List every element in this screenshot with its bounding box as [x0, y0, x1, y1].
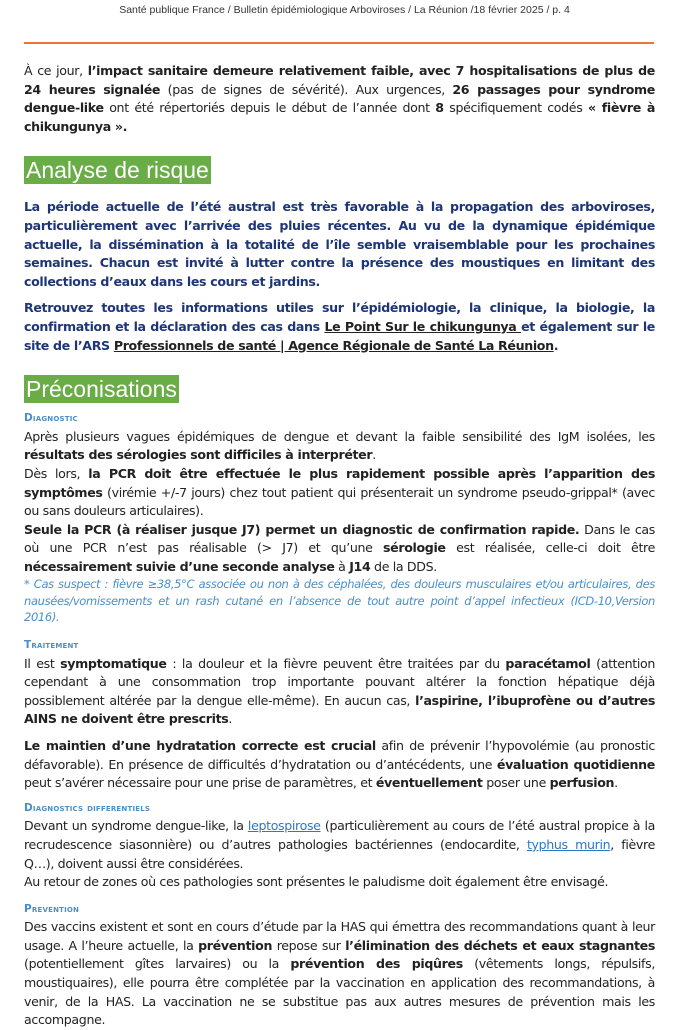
link-point-sur-chikungunya[interactable]: Le Point Sur le chikungunya — [324, 318, 522, 334]
diagnostic-paragraph-3: Seule la PCR (à réaliser jusque J7) permet un diagnostic de confirmation rapide. Dans le cas où une PCR n’est pas réalisable (> J7) et qu’une sérologie est réalisée, celle-ci doit être nécessairement suivie d’une seconde analyse à J14 de la DDS. — [24, 521, 655, 574]
diagnostic-paragraph-2: Dès lors, la PCR doit être effectuée le plus rapidement possible après l’apparition des symptômes (virémie +/-7 jours) chez tout patient qui présenterait un syndrome pseudo-grippal* (avec ou sans douleurs articulaires). — [24, 465, 655, 519]
subheading-diagnostic: Diagnostic — [24, 412, 78, 425]
analyse-paragraph: La période actuelle de l’été austral est très favorable à la propagation des arboviroses, particulièrement avec l’arrivée des pluies récentes. Au vu de la dynamique épidémique actuelle, la dissémination à la totalité de l’île semble vraisemblable pour les prochaines semaines. Chacun est invité à lutter contre la présence des moustiques en limitant des collections d’eaux dans les cours et jardins. — [24, 199, 655, 289]
subheading-diagnostics-differentiels: Diagnostics differentiels — [24, 801, 151, 814]
case-definition-footnote: * Cas suspect : fièvre ≥38,5°C associée ou non à des céphalées, des douleurs musculaires et/ou articulaires, des nausées/vomissements et un rash cutané en l’absence de tout autre point d’appel infectieux (ICD-10,Version 2016). — [24, 577, 655, 625]
link-typhus-murin[interactable]: typhus murin — [526, 836, 611, 852]
intro-paragraph: À ce jour, l’impact sanitaire demeure relativement faible, avec 7 hospitalisations de plus de 24 heures signalée (pas de signes de sévérité). Aux urgences, 26 passages pour syndrome dengue-like ont été répertoriés depuis le début de l’année dont 8 spécifiquement codés « fièvre à chikungunya ». — [24, 63, 656, 134]
running-header: Santé publique France / Bulletin épidémiologique Arboviroses / La Réunion /18 février 2025 / p. 4 — [119, 4, 570, 16]
traitement-paragraph-1: Il est symptomatique : la douleur et la fièvre peuvent être traitées par du paracétamol (attention cependant à une consommation trop importante pouvant altérer la fonction hépatique déjà possiblement altérée par la dengue elle-même). En aucun cas, l’aspirine, l’ibuprofène ou d’autres AINS ne doivent être prescrits. — [24, 655, 655, 727]
section-title-analyse: Analyse de risque — [26, 157, 209, 184]
subheading-prevention: Prevention — [24, 902, 80, 915]
diagnostic-paragraph-1: Après plusieurs vagues épidémiques de dengue et devant la faible sensibilité des IgM isolées, les résultats des sérologies sont difficiles à interpréter. — [24, 428, 655, 463]
resources-paragraph: Retrouvez toutes les informations utiles sur l’épidémiologie, la clinique, la biologie, la confirmation et la déclaration des cas dans Le Point Sur le chikungunya et également sur le site de l’ARS Professionnels de santé | Agence Régionale de Santé La Réunion. — [24, 300, 655, 353]
link-ars-professionnels-sante[interactable]: Professionnels de santé | Agence Régionale de Santé La Réunion — [113, 337, 554, 353]
section-title-preconisations: Préconisations — [26, 376, 177, 403]
differentiels-paragraph-1: Devant un syndrome dengue-like, la leptospirose (particulièrement au cours de l’été austral propice à la recrudescence siasonnière) ou d’autres pathologies bactériennes (endocardite, typhus murin, fièvre Q…), doivent aussi être considérées. — [24, 818, 655, 871]
header-divider — [24, 42, 654, 44]
page-body — [24, 62, 655, 1030]
prevention-paragraph: Des vaccins existent et sont en cours d’étude par la HAS qui émettra des recommandations quant à leur usage. A l’heure actuelle, la prévention repose sur l’élimination des déchets et eaux stagnantes (potentiellement gîtes larvaires) ou la prévention des piqûres (vêtements longs, répulsifs, moustiquaires), elle pourra être complétée par la vaccination en application des recommandations, à venir, de la HAS. La vaccination ne se substitue pas aux autres mesures de prévention mais les accompagne. — [24, 919, 655, 1028]
differentiels-paragraph-2: Au retour de zones où ces pathologies sont présentes le paludisme doit également être envisagé. — [24, 874, 609, 890]
link-leptospirose[interactable]: leptospirose — [247, 818, 321, 834]
traitement-paragraph-2: Le maintien d’une hydratation correcte est crucial afin de prévenir l’hypovolémie (au pronostic défavorable). En présence de difficultés d’hydratation ou d’antécédents, une évaluation quotidienne peut s’avérer nécessaire pour une prise de paramètres, et éventuellement poser une perfusion. — [24, 737, 655, 791]
subheading-traitement: Traitement — [24, 638, 79, 651]
